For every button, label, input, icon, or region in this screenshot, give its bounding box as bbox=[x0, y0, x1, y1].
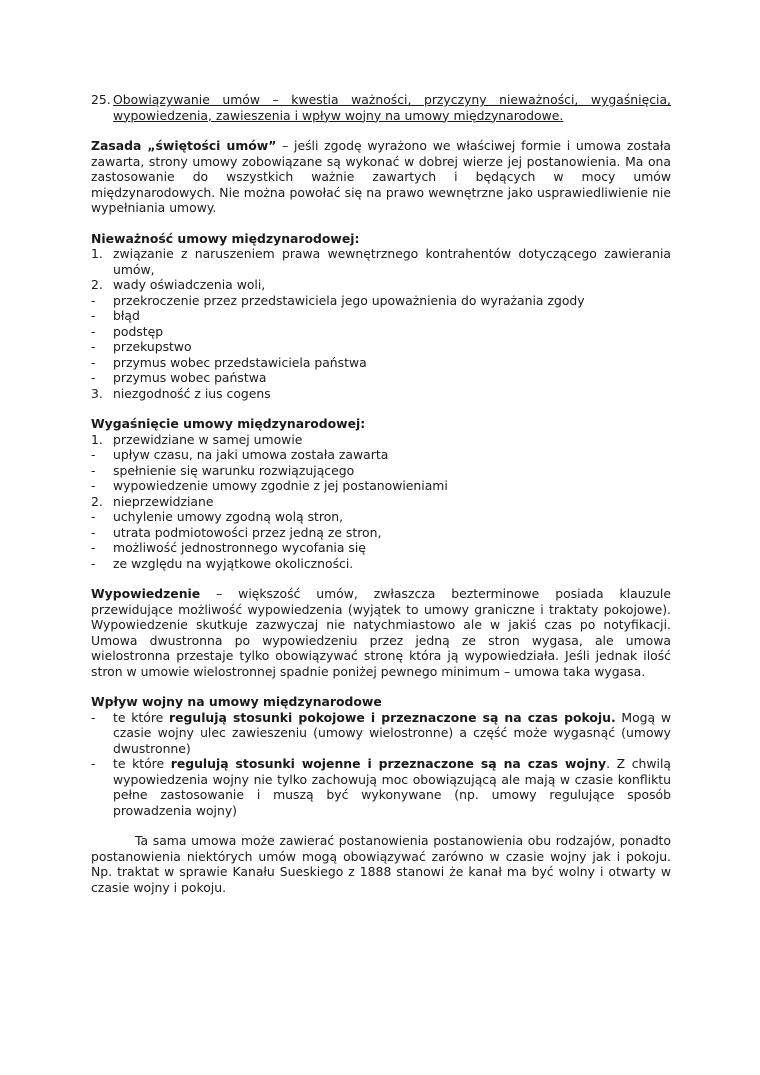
text-run: Mogą w czasie wojny ulec zawieszeniu (umowy wielostronne) a część może wygasnąć (umowy dwustronne) bbox=[113, 709, 671, 756]
list-marker: - bbox=[91, 540, 96, 555]
list-marker: 2. bbox=[91, 277, 103, 292]
list-marker: 1. bbox=[91, 246, 103, 261]
list-item bbox=[91, 710, 671, 757]
list-text: przekupstwo bbox=[113, 339, 192, 354]
list-text: błąd bbox=[113, 308, 140, 323]
niewaznosc-heading: Nieważność umowy międzynarodowej: bbox=[91, 230, 360, 246]
list-marker: - bbox=[91, 354, 96, 370]
list-text: przymus wobec państwa bbox=[113, 370, 267, 385]
zasada-term: Zasada „świętości umów” bbox=[91, 138, 277, 153]
list-item bbox=[91, 494, 671, 510]
list-text: niezgodność z ius cogens bbox=[113, 385, 271, 401]
list-item bbox=[91, 277, 671, 293]
list-text: uchylenie umowy zgodną wolą stron, bbox=[113, 509, 344, 524]
list-item bbox=[91, 756, 671, 818]
list-marker: - bbox=[91, 478, 96, 493]
wypowiedzenie-paragraph bbox=[91, 586, 671, 679]
list-text bbox=[113, 756, 671, 818]
list-item bbox=[91, 478, 671, 494]
list-item bbox=[91, 556, 671, 572]
list-text: przekroczenie przez przedstawiciela jego upoważnienia do wyrażania zgody bbox=[113, 292, 585, 308]
list-item bbox=[91, 386, 671, 402]
list-item bbox=[91, 246, 671, 277]
text-run: te które bbox=[113, 756, 171, 771]
list-item bbox=[91, 339, 671, 355]
wygasniecie-list bbox=[91, 432, 671, 572]
wypowiedzenie-text: – większość umów, zwłaszcza bezterminowe posiada klauzule przewidujące możliwość wypowiedzenia (wyjątek to umowy graniczne i traktaty pokojowe). Wypowiedzenie skutkuje zazwyczaj nie natychmiastowo ale w jakiś czas po notyfikacji. Umowa dwustronna po wypowiedzeniu przez jedną ze stron wygasa, ale umowa wielostronna przestaje tylko obowiązywać stronę która ją wypowiedziała. Jeśli jednak ilość stron w umowie wielostronnej spadnie poniżej pewnego minimum – umowa taka wygasa. bbox=[91, 586, 671, 679]
list-item bbox=[91, 370, 671, 386]
list-text: utrata podmiotowości przez jedną ze stron, bbox=[113, 524, 382, 540]
list-item bbox=[91, 463, 671, 479]
bold-run: regulują stosunki wojenne i przeznaczone są na czas wojny bbox=[170, 756, 607, 771]
list-marker: - bbox=[91, 370, 96, 385]
list-marker: - bbox=[91, 524, 96, 540]
list-marker: - bbox=[91, 447, 96, 462]
list-text bbox=[113, 710, 671, 757]
list-text: wady oświadczenia woli, bbox=[113, 277, 266, 292]
list-marker: 1. bbox=[91, 431, 103, 447]
wojna-list bbox=[91, 710, 671, 819]
list-text: podstęp bbox=[113, 323, 164, 339]
list-text: wypowiedzenie umowy zgodnie z jej postanowieniami bbox=[113, 478, 448, 493]
list-marker: - bbox=[91, 462, 96, 478]
list-text: upływ czasu, na jaki umowa została zawarta bbox=[113, 447, 389, 462]
section-heading bbox=[91, 92, 671, 123]
list-marker: - bbox=[91, 308, 96, 323]
list-marker: - bbox=[91, 709, 96, 725]
section-title: Obowiązywanie umów – kwestia ważności, przyczyny nieważności, wygaśnięcia, wypowiedzenia, zawieszenia i wpływ wojny na umowy międzynarodowe. bbox=[113, 92, 671, 123]
zasada-paragraph bbox=[91, 138, 671, 216]
wojna-heading: Wpływ wojny na umowy międzynarodowe bbox=[91, 694, 382, 709]
list-item bbox=[91, 324, 671, 340]
section-number: 25. bbox=[91, 92, 111, 107]
list-marker: - bbox=[91, 323, 96, 339]
list-item bbox=[91, 432, 671, 448]
list-item bbox=[91, 509, 671, 525]
text-run: te które bbox=[113, 709, 169, 725]
list-item bbox=[91, 293, 671, 309]
list-marker: - bbox=[91, 555, 96, 571]
list-text: spełnienie się warunku rozwiązującego bbox=[113, 462, 355, 478]
wygasniecie-heading: Wygaśnięcie umowy międzynarodowej: bbox=[91, 416, 366, 431]
closing-paragraph: Ta sama umowa może zawierać postanowienia postanowienia obu rodzajów, ponadto postanowienia niektórych umów mogą obowiązywać zarówno w czasie wojny jak i pokoju. Np. traktat w sprawie Kanału Sueskiego z 1888 stanowi że kanał ma być wolny i otwarty w czasie wojny i pokoju. bbox=[91, 833, 671, 895]
list-text: przewidziane w samej umowie bbox=[113, 431, 303, 447]
zasada-text: – jeśli zgodę wyrażono we właściwej formie i umowa została zawarta, strony umowy zobowiązane są wykonać w dobrej wierze jej postanowienia. Ma ona zastosowanie do wszystkich ważnie zawartych i będących w mocy umów międzynarodowych. Nie można powołać się na prawo wewnętrzne jako usprawiedliwienie nie wypełniania umowy. bbox=[91, 138, 671, 215]
list-marker: 3. bbox=[91, 385, 103, 401]
niewaznosc-list bbox=[91, 246, 671, 401]
list-marker: - bbox=[91, 756, 96, 771]
list-item bbox=[91, 447, 671, 463]
bold-run: regulują stosunki pokojowe i przeznaczone są na czas pokoju. bbox=[168, 709, 616, 725]
list-text: ze względu na wyjątkowe okoliczności. bbox=[113, 555, 354, 571]
list-marker: - bbox=[91, 509, 96, 524]
list-item bbox=[91, 525, 671, 541]
list-text: nieprzewidziane bbox=[113, 493, 214, 509]
list-text: przymus wobec przedstawiciela państwa bbox=[113, 354, 367, 370]
list-marker: 2. bbox=[91, 493, 103, 509]
text-run: . Z chwilą wypowiedzenia wojny nie tylko zachowują moc obowiązującą ale mają w czasie konfliktu pełne zastosowanie i muszą być wykonywane (np. umowy regulujące sposób prowadzenia wojny) bbox=[113, 756, 671, 818]
wypowiedzenie-term: Wypowiedzenie bbox=[91, 586, 201, 601]
list-item bbox=[91, 355, 671, 371]
document-page bbox=[91, 92, 671, 895]
list-marker: - bbox=[91, 339, 96, 354]
list-text: związanie z naruszeniem prawa wewnętrznego kontrahentów dotyczącego zawierania umów, bbox=[113, 246, 671, 277]
list-item bbox=[91, 540, 671, 556]
list-marker: - bbox=[91, 292, 96, 308]
list-item bbox=[91, 308, 671, 324]
list-text: możliwość jednostronnego wycofania się bbox=[113, 540, 366, 555]
